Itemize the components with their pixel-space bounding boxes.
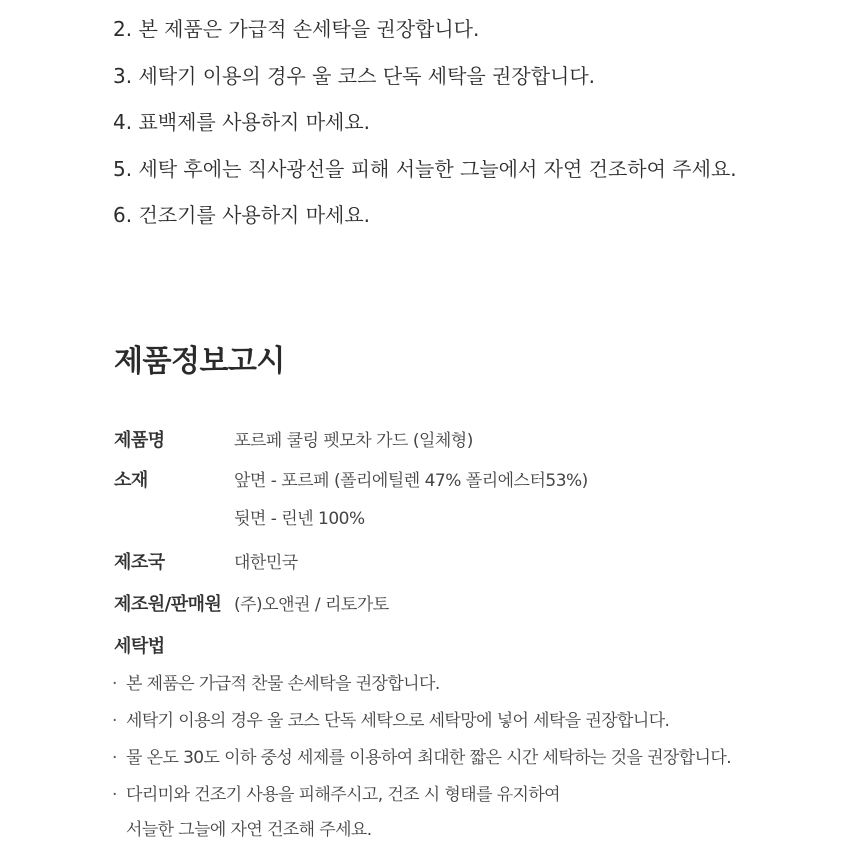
maker-label: 제조원/판매원 xyxy=(114,594,222,615)
care-instruction-item: 6. 건조기를 사용하지 마세요. xyxy=(113,203,371,227)
wash-label: 세탁법 xyxy=(114,636,165,657)
wash-method-text: 본 제품은 가급적 찬물 손세탁을 권장합니다. xyxy=(126,674,440,694)
bullet-dot: · xyxy=(112,711,117,731)
wash-method-item xyxy=(112,703,731,740)
material-back-value: 뒷면 - 린넨 100% xyxy=(234,509,365,529)
wash-method-text-continued: 서늘한 그늘에 자연 건조해 주세요. xyxy=(126,820,372,840)
country-value: 대한민국 xyxy=(234,553,298,573)
care-instruction-item: 5. 세탁 후에는 직사광선을 피해 서늘한 그늘에서 자연 건조하여 주세요. xyxy=(113,156,737,181)
care-instruction-item: 2. 본 제품은 가급적 손세탁을 권장합니다. xyxy=(113,17,480,41)
wash-method-text: 물 온도 30도 이하 중성 세제를 이용하여 최대한 짧은 시간 세탁하는 것을 권장합니다. xyxy=(126,748,732,768)
wash-method-text: 세탁기 이용의 경우 울 코스 단독 세탁으로 세탁망에 넣어 세탁을 권장합니다. xyxy=(126,711,670,731)
bullet-dot: · xyxy=(112,674,117,694)
material-front-value: 앞면 - 포르페 (폴리에틸렌 47% 폴리에스터53%) xyxy=(234,471,588,491)
bullet-dot: · xyxy=(112,785,117,805)
wash-method-list xyxy=(112,666,731,846)
maker-value: (주)오앤권 / 리토가토 xyxy=(234,595,389,615)
product-notice-title: 제품정보고시 xyxy=(114,344,285,379)
wash-method-item xyxy=(112,777,731,846)
wash-method-text: 다리미와 건조기 사용을 피해주시고, 건조 시 형태를 유지하여 xyxy=(126,785,560,805)
wash-method-item xyxy=(112,740,731,777)
material-label: 소재 xyxy=(114,470,148,491)
wash-method-item xyxy=(112,666,731,703)
product-name-value: 포르페 쿨링 펫모차 가드 (일체형) xyxy=(234,431,473,451)
country-label: 제조국 xyxy=(114,552,165,573)
care-instruction-item: 3. 세탁기 이용의 경우 울 코스 단독 세탁을 권장합니다. xyxy=(113,63,596,88)
product-name-label: 제품명 xyxy=(114,430,165,451)
care-instructions-list xyxy=(113,6,737,239)
care-instruction-item: 4. 표백제를 사용하지 마세요. xyxy=(113,110,371,134)
bullet-dot: · xyxy=(112,748,117,768)
